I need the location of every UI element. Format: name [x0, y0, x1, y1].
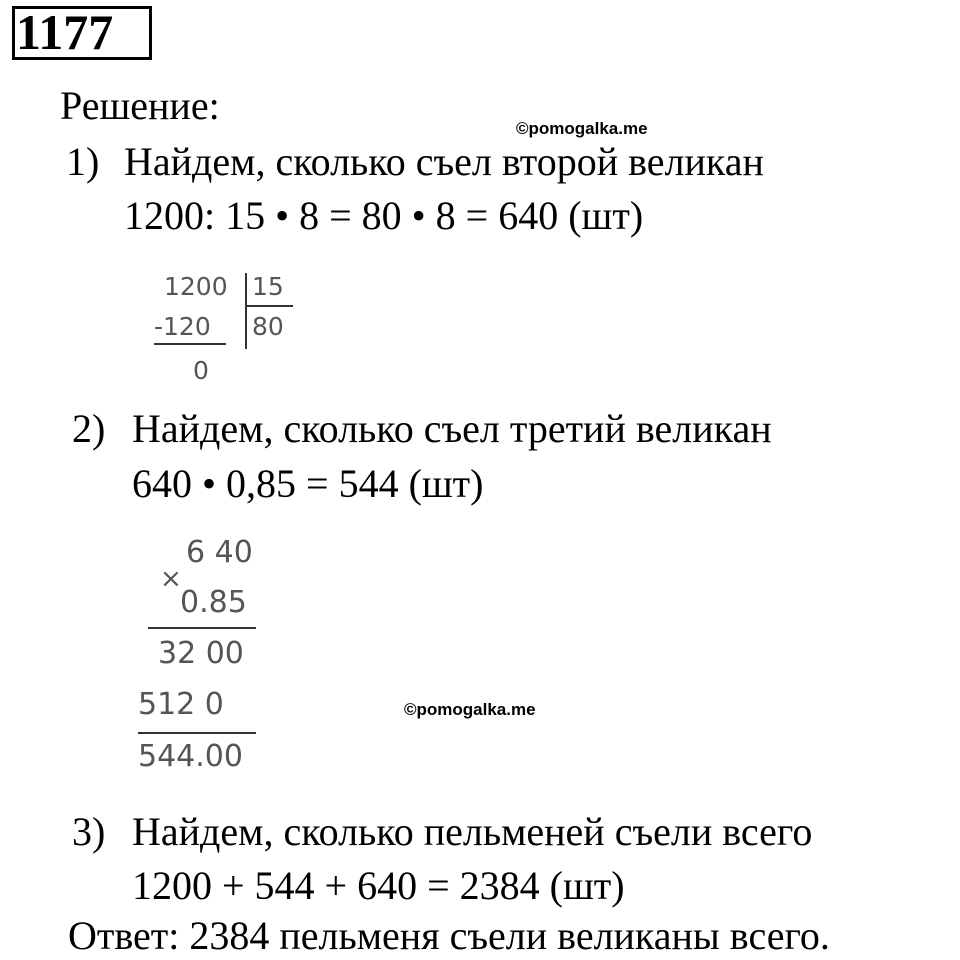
step-3-number: 3) — [72, 809, 106, 854]
multiplication-multiplier: 0.85 — [180, 585, 247, 620]
division-divisor: 15 — [252, 272, 284, 301]
step-1-text: Найдем, сколько съел второй великан — [124, 139, 764, 184]
step-2-expression: 640 • 0,85 = 544 (шт) — [132, 461, 484, 506]
division-vertical-line — [245, 273, 247, 349]
step-3-text: Найдем, сколько пельменей съели всего — [132, 809, 813, 854]
step-1-expression: 1200: 15 • 8 = 80 • 8 = 640 (шт) — [124, 193, 644, 238]
division-dividend: 1200 — [164, 272, 228, 301]
problem-number: 1177 — [16, 4, 114, 60]
step-2-text: Найдем, сколько съел третий великан — [132, 406, 772, 451]
solution-label: Решение: — [60, 83, 220, 128]
multiplication-partial-2: 512 0 — [138, 687, 224, 722]
division-subtraction-line — [154, 343, 226, 345]
multiplication-multiplicand: 6 40 — [186, 535, 253, 570]
multiplication-line-1 — [148, 627, 256, 629]
division-remainder: 0 — [193, 356, 209, 385]
step-1-number: 1) — [66, 139, 100, 184]
multiplication-partial-1: 32 00 — [158, 636, 244, 671]
multiplication-result: 544.00 — [138, 739, 243, 774]
watermark-2: ©pomogalka.me — [404, 700, 536, 719]
step-2-number: 2) — [72, 406, 106, 451]
watermark: ©pomogalka.me — [516, 119, 648, 138]
division-quotient: 80 — [252, 312, 284, 341]
answer-line: Ответ: 2384 пельменя съели великаны всего. — [68, 913, 830, 958]
multiplication-line-2 — [138, 732, 256, 734]
step-3-expression: 1200 + 544 + 640 = 2384 (шт) — [132, 863, 625, 908]
multiplication-sign: × — [160, 564, 182, 594]
division-divisor-underline — [247, 305, 293, 307]
division-subtrahend: -120 — [154, 312, 211, 341]
